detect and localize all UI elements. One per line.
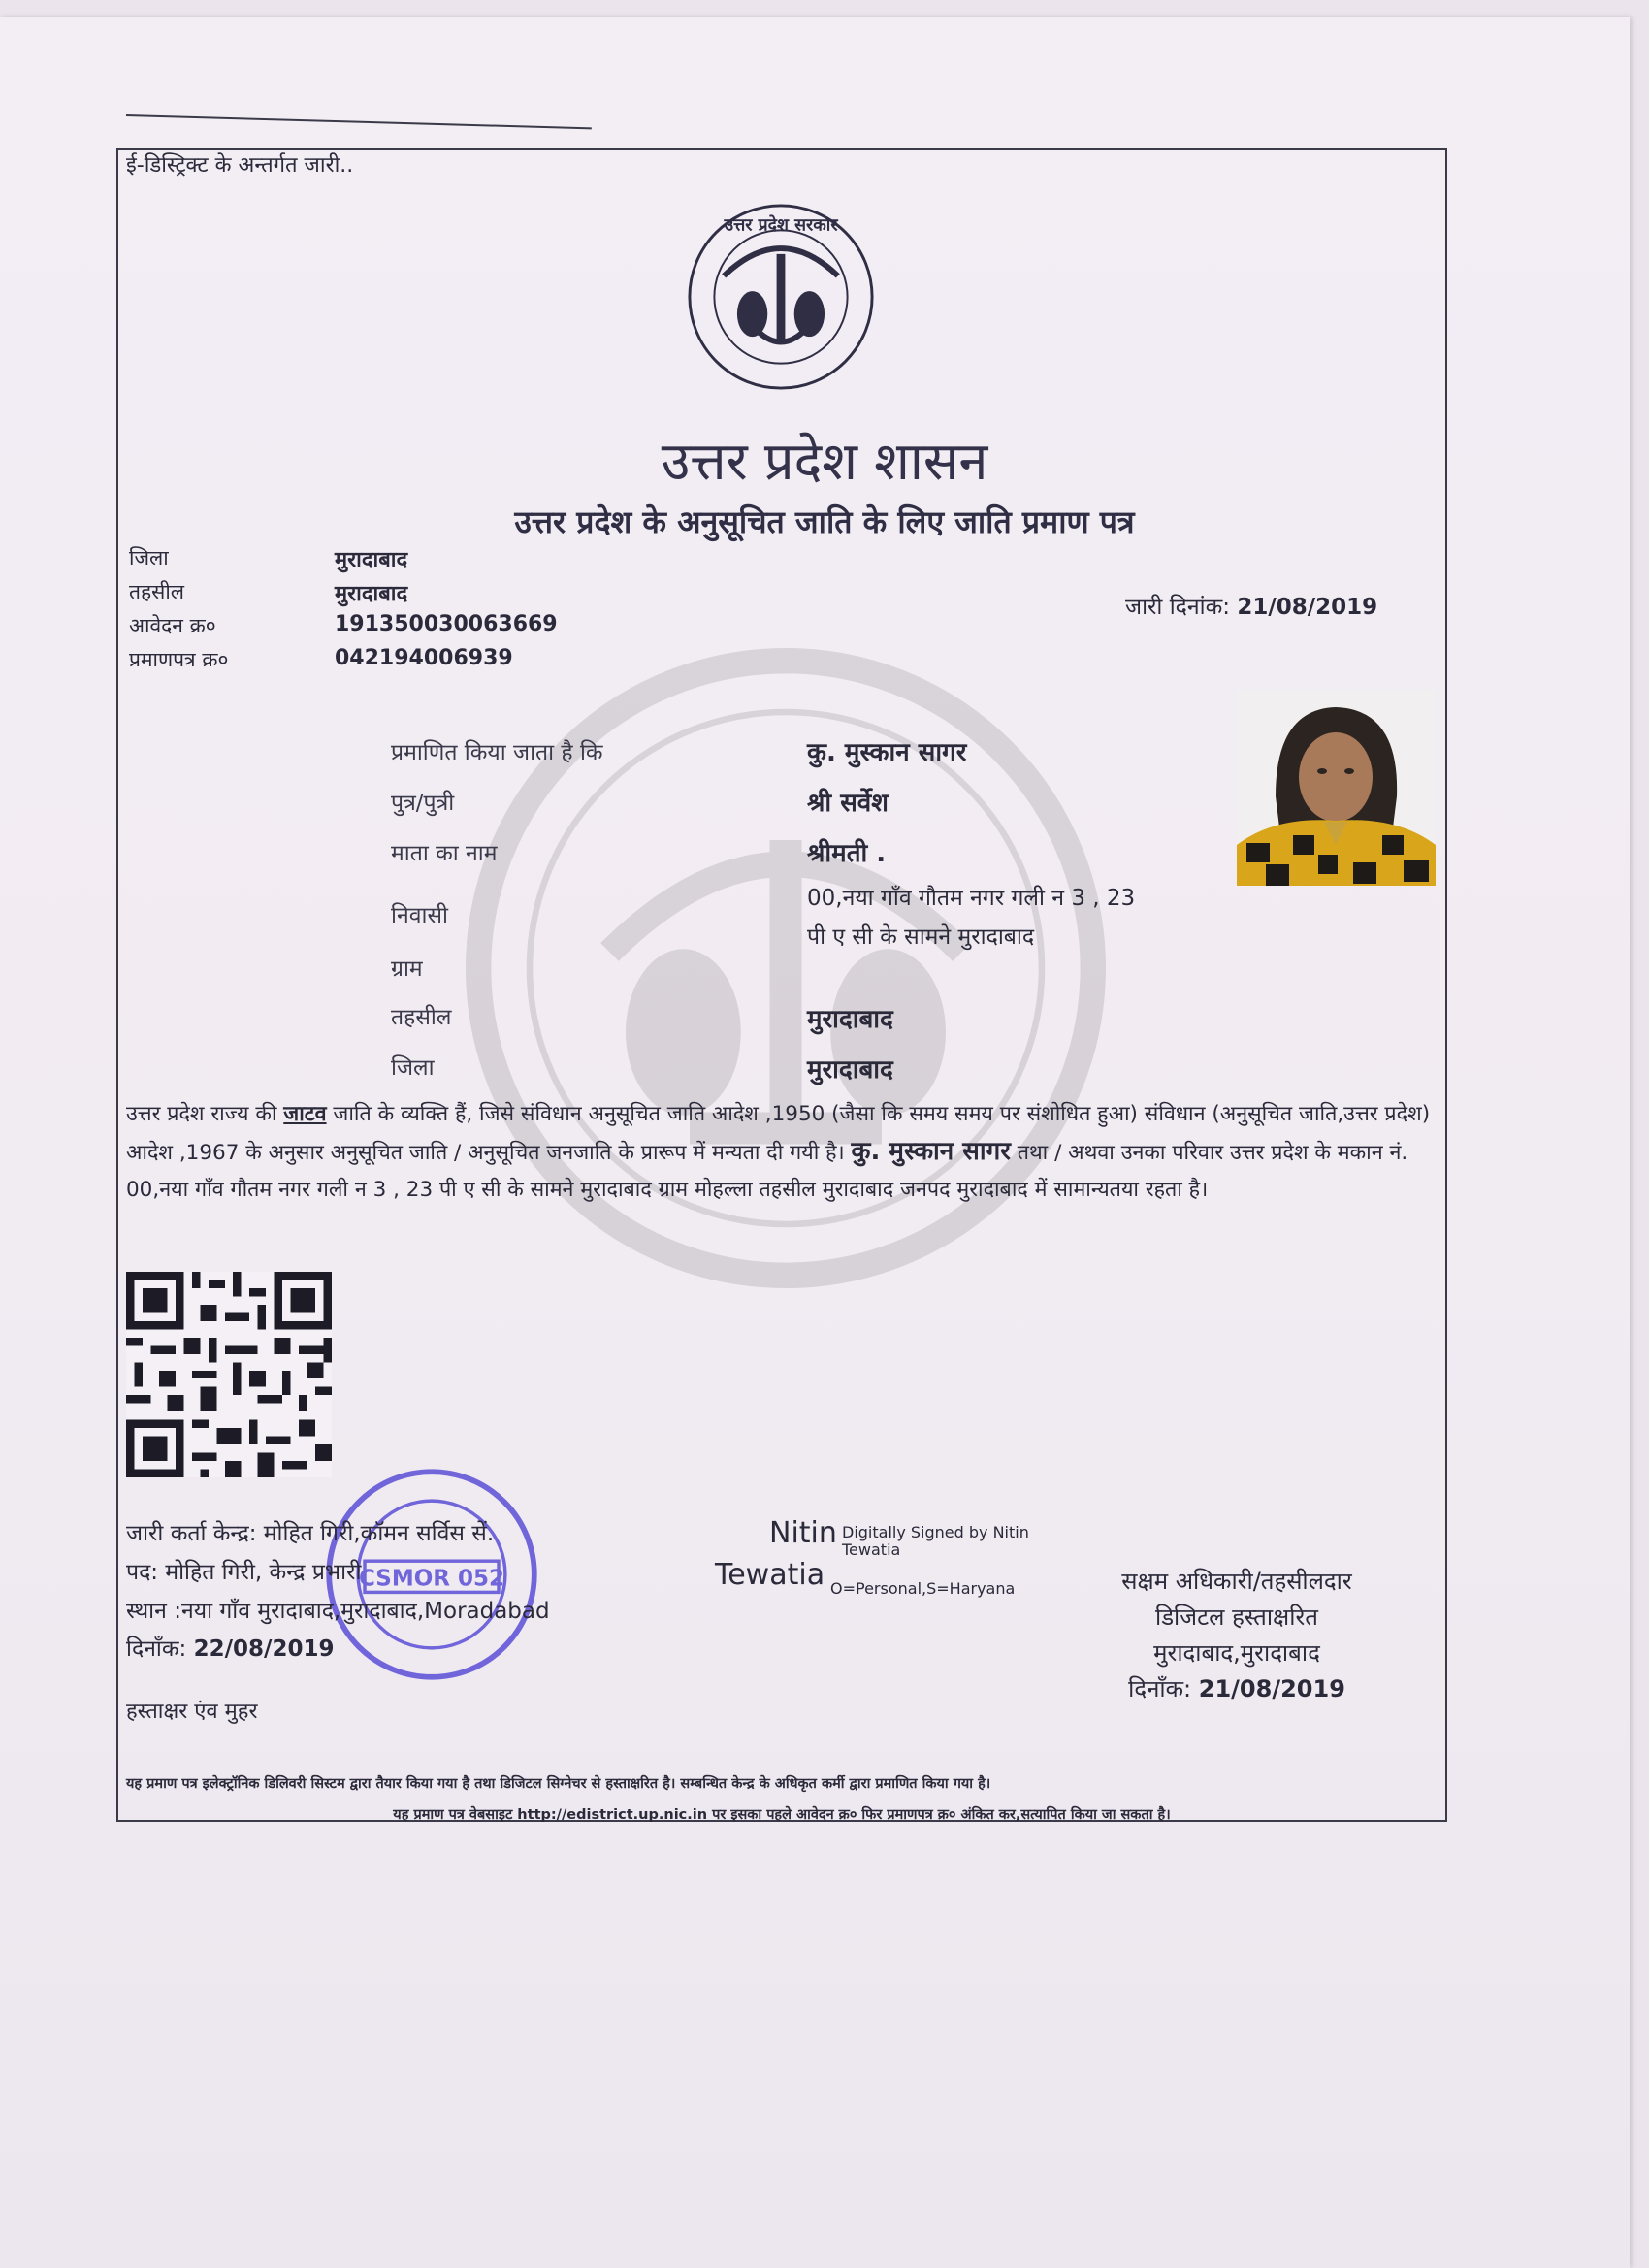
- meta-value-certificate-no: 042194006939: [335, 646, 513, 670]
- issuer-date: [126, 1632, 334, 1663]
- issuer-place: स्थान :नया गाँव मुरादाबाद,मुरादाबाद,Moradabad: [126, 1599, 550, 1624]
- certificate-paragraph: [126, 1096, 1445, 1209]
- paragraph-part2: जाति के व्यक्ति हैं, जिसे संविधान अनुसूचित जाति आदेश ,1950 (जैसा कि समय समय पर संशोधित हुआ) संविधान (अनुसूचित जाति,उत्तर प्रदेश) आदेश ,1967 के अनुसार अनुसूचित जाति / अनुसूचित जनजाति के प्रारूप में मन्यता दी गयी है।: [126, 1102, 1431, 1165]
- field-value-address-line1: 00,नया गाँव गौतम नगर गली न 3 , 23: [807, 886, 1136, 911]
- paragraph-part1: उत्तर प्रदेश राज्य की: [126, 1102, 284, 1126]
- authority-date-label: दिनाँक:: [1128, 1675, 1192, 1702]
- paragraph-part3: तथा / अथवा उनका परिवार उत्तर प्रदेश के मकान नं. 00,नया गाँव गौतम नगर गली न 3 , 23 पी ए सी के सामने मुरादाबाद ग्राम मोहल्ला तहसील मुरादाबाद जनपद मुरादाबाद में सामान्यतया रहता है।: [126, 1141, 1408, 1202]
- qr-code: [126, 1272, 332, 1477]
- digital-signature-dn: O=Personal,S=Haryana: [830, 1579, 1016, 1598]
- meta-value-tehsil: मुरादाबाद: [335, 582, 408, 606]
- digital-signature-signed-by-2: Tewatia: [842, 1540, 901, 1559]
- meta-label-district: जिला: [129, 546, 169, 569]
- issuer-date-value: 22/08/2019: [193, 1636, 335, 1662]
- issue-date-label: जारी दिनांक:: [1125, 595, 1231, 620]
- authority-date-value: 21/08/2019: [1198, 1675, 1345, 1702]
- authority-signed: डिजिटल हस्ताक्षरित: [1155, 1604, 1318, 1631]
- field-label-certified: प्रमाणित किया जाता है कि: [391, 740, 603, 765]
- issue-date-value: 21/08/2019: [1237, 595, 1378, 620]
- field-value-mother: श्रीमती .: [807, 839, 887, 868]
- field-value-tehsil: मुरादाबाद: [807, 1005, 893, 1034]
- digital-signature-signed-by: Digitally Signed by Nitin: [842, 1523, 1029, 1541]
- field-value-father: श्री सर्वेश: [807, 789, 889, 818]
- digital-signature-name-1: Nitin: [769, 1516, 837, 1550]
- applicant-photo: [1237, 690, 1436, 886]
- issuer-center: जारी कर्ता केन्द्र: मोहित गिरी,कॉमन सर्विस सें.: [126, 1521, 495, 1546]
- issuer-post: पद: मोहित गिरी, केन्द्र प्रभारी: [126, 1560, 362, 1585]
- government-title: उत्तर प्रदेश शासन: [661, 431, 988, 492]
- field-label-resident: निवासी: [391, 903, 448, 928]
- digital-signature-name-2: Tewatia: [715, 1558, 825, 1592]
- footer-line-2: यह प्रमाण पत्र वेबसाइट http://edistrict.up.nic.in पर इसका पहले आवेदन क्र० फिर प्रमाणपत्र क्र० अंकित कर,सत्यापित किया जा सकता है।: [393, 1807, 1171, 1823]
- field-label-tehsil: तहसील: [391, 1005, 452, 1030]
- field-label-district: जिला: [391, 1055, 435, 1081]
- meta-value-district: मुरादाबाद: [335, 548, 408, 572]
- authority-date: [1072, 1672, 1402, 1704]
- caste-name: जाटव: [283, 1102, 327, 1126]
- svg-text:CSMOR 052: CSMOR 052: [358, 1566, 505, 1592]
- sign-and-seal-label: हस्ताक्षर एंव मुहर: [126, 1700, 258, 1724]
- authority-title: सक्षम अधिकारी/तहसीलदार: [1121, 1568, 1352, 1595]
- top-rule: [126, 114, 592, 129]
- issued-under-text: ई-डिस्ट्रिक्ट के अन्तर्गत जारी..: [126, 153, 354, 178]
- paragraph-applicant-name: कु. मुस्कान सागर: [851, 1137, 1011, 1166]
- field-value-address-line2: पी ए सी के सामने मुरादाबाद: [807, 924, 1035, 950]
- issuer-date-label: दिनाँक:: [126, 1636, 187, 1662]
- field-label-village: ग्राम: [391, 956, 423, 982]
- up-government-emblem: [686, 202, 876, 392]
- certificate-page: [0, 17, 1630, 2268]
- meta-label-application-no: आवेदन क्र०: [129, 614, 216, 637]
- field-value-name: कु. मुस्कान सागर: [807, 738, 967, 767]
- emblem-text: उत्तर प्रदेश सरकार: [724, 215, 838, 236]
- meta-label-certificate-no: प्रमाणपत्र क्र०: [129, 648, 229, 671]
- field-label-parent: पुत्र/पुत्री: [391, 791, 455, 816]
- field-value-district: मुरादाबाद: [807, 1055, 893, 1085]
- authority-place: मुरादाबाद,मुरादाबाद: [1153, 1639, 1320, 1667]
- footer-line-1: यह प्रमाण पत्र इलेक्ट्रॉनिक डिलिवरी सिस्टम द्वारा तैयार किया गया है तथा डिजिटल सिग्नेचर से हस्ताक्षरित है। सम्बन्धित केन्द्र के अधिकृत कर्मी द्वारा प्रमाणित किया गया है।: [126, 1776, 991, 1792]
- meta-label-tehsil: तहसील: [129, 580, 184, 603]
- issue-date: [1125, 590, 1377, 621]
- certificate-subtitle: उत्तर प्रदेश के अनुसूचित जाति के लिए जाति प्रमाण पत्र: [514, 503, 1135, 540]
- field-label-mother: माता का नाम: [391, 841, 498, 866]
- meta-value-application-no: 191350030063669: [335, 612, 558, 636]
